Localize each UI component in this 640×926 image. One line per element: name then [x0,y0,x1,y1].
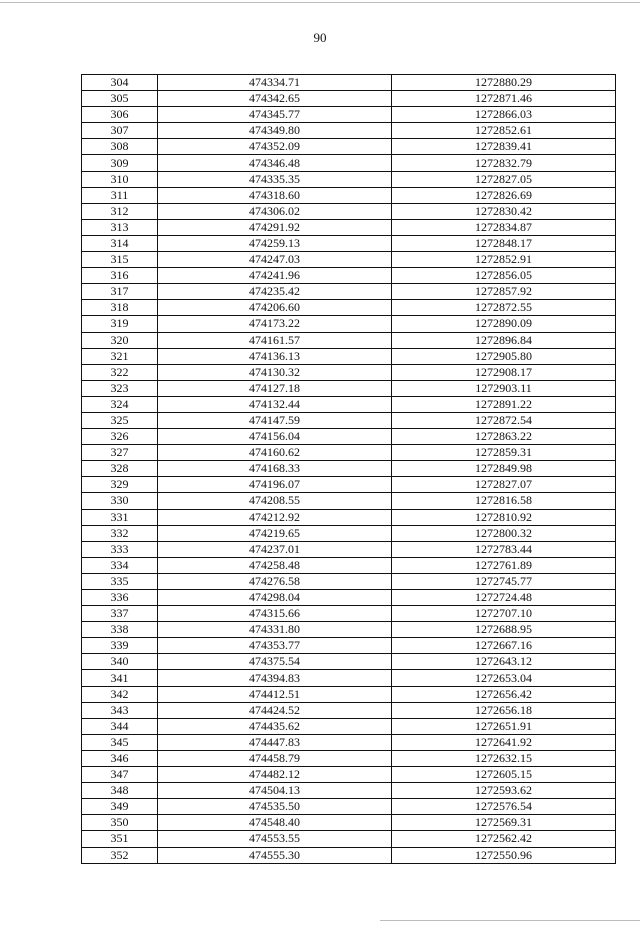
point-number-cell: 320 [82,332,158,348]
coordinate-table-body [82,75,616,864]
table-row [82,783,616,799]
y-coordinate-cell: 1272832.79 [392,155,616,171]
table-row [82,767,616,783]
point-number-cell: 319 [82,316,158,332]
table-row [82,139,616,155]
page-number: 90 [313,30,327,45]
table-row [82,316,616,332]
point-number-cell: 350 [82,815,158,831]
point-number-cell: 324 [82,396,158,412]
table-row [82,380,616,396]
table-row [82,799,616,815]
y-coordinate-cell: 1272872.55 [392,300,616,316]
table-row [82,171,616,187]
y-coordinate-cell: 1272880.29 [392,75,616,91]
x-coordinate-cell: 474482.12 [158,767,392,783]
y-coordinate-cell: 1272816.58 [392,493,616,509]
y-coordinate-cell: 1272745.77 [392,573,616,589]
table-row [82,396,616,412]
x-coordinate-cell: 474548.40 [158,815,392,831]
table-row [82,638,616,654]
x-coordinate-cell: 474212.92 [158,509,392,525]
table-row [82,557,616,573]
y-coordinate-cell: 1272834.87 [392,219,616,235]
y-coordinate-cell: 1272905.80 [392,348,616,364]
table-row [82,541,616,557]
x-coordinate-cell: 474241.96 [158,268,392,284]
x-coordinate-cell: 474315.66 [158,606,392,622]
y-coordinate-cell: 1272810.92 [392,509,616,525]
point-number-cell: 335 [82,573,158,589]
x-coordinate-cell: 474335.35 [158,171,392,187]
point-number-cell: 326 [82,429,158,445]
x-coordinate-cell: 474276.58 [158,573,392,589]
point-number-cell: 315 [82,252,158,268]
point-number-cell: 331 [82,509,158,525]
y-coordinate-cell: 1272688.95 [392,622,616,638]
table-row [82,622,616,638]
y-coordinate-cell: 1272849.98 [392,461,616,477]
y-coordinate-cell: 1272800.32 [392,525,616,541]
y-coordinate-cell: 1272826.69 [392,187,616,203]
point-number-cell: 321 [82,348,158,364]
x-coordinate-cell: 474173.22 [158,316,392,332]
x-coordinate-cell: 474208.55 [158,493,392,509]
table-row [82,831,616,847]
point-number-cell: 336 [82,590,158,606]
table-row [82,606,616,622]
y-coordinate-cell: 1272632.15 [392,750,616,766]
y-coordinate-cell: 1272651.91 [392,718,616,734]
x-coordinate-cell: 474458.79 [158,750,392,766]
x-coordinate-cell: 474196.07 [158,477,392,493]
table-row [82,203,616,219]
x-coordinate-cell: 474160.62 [158,445,392,461]
x-coordinate-cell: 474331.80 [158,622,392,638]
y-coordinate-cell: 1272827.05 [392,171,616,187]
x-coordinate-cell: 474346.48 [158,155,392,171]
x-coordinate-cell: 474349.80 [158,123,392,139]
y-coordinate-cell: 1272656.18 [392,702,616,718]
x-coordinate-cell: 474219.65 [158,525,392,541]
table-row [82,429,616,445]
y-coordinate-cell: 1272569.31 [392,815,616,831]
point-number-cell: 345 [82,734,158,750]
table-row [82,268,616,284]
table-row [82,364,616,380]
x-coordinate-cell: 474424.52 [158,702,392,718]
table-row [82,252,616,268]
table-row [82,187,616,203]
point-number-cell: 343 [82,702,158,718]
y-coordinate-cell: 1272593.62 [392,783,616,799]
point-number-cell: 330 [82,493,158,509]
y-coordinate-cell: 1272576.54 [392,799,616,815]
x-coordinate-cell: 474342.65 [158,91,392,107]
x-coordinate-cell: 474247.03 [158,252,392,268]
y-coordinate-cell: 1272562.42 [392,831,616,847]
table-row [82,734,616,750]
x-coordinate-cell: 474352.09 [158,139,392,155]
x-coordinate-cell: 474318.60 [158,187,392,203]
x-coordinate-cell: 474291.92 [158,219,392,235]
y-coordinate-cell: 1272761.89 [392,557,616,573]
point-number-cell: 340 [82,654,158,670]
x-coordinate-cell: 474353.77 [158,638,392,654]
point-number-cell: 318 [82,300,158,316]
y-coordinate-cell: 1272857.92 [392,284,616,300]
point-number-cell: 341 [82,670,158,686]
y-coordinate-cell: 1272641.92 [392,734,616,750]
table-row [82,123,616,139]
x-coordinate-cell: 474132.44 [158,396,392,412]
point-number-cell: 313 [82,219,158,235]
y-coordinate-cell: 1272550.96 [392,847,616,863]
x-coordinate-cell: 474156.04 [158,429,392,445]
point-number-cell: 351 [82,831,158,847]
y-coordinate-cell: 1272707.10 [392,606,616,622]
y-coordinate-cell: 1272890.09 [392,316,616,332]
y-coordinate-cell: 1272848.17 [392,235,616,251]
point-number-cell: 327 [82,445,158,461]
y-coordinate-cell: 1272783.44 [392,541,616,557]
table-row [82,718,616,734]
point-number-cell: 317 [82,284,158,300]
point-number-cell: 310 [82,171,158,187]
x-coordinate-cell: 474206.60 [158,300,392,316]
point-number-cell: 346 [82,750,158,766]
point-number-cell: 329 [82,477,158,493]
point-number-cell: 349 [82,799,158,815]
point-number-cell: 314 [82,235,158,251]
coordinate-table [81,74,616,864]
x-coordinate-cell: 474447.83 [158,734,392,750]
x-coordinate-cell: 474334.71 [158,75,392,91]
y-coordinate-cell: 1272863.22 [392,429,616,445]
table-row [82,477,616,493]
table-row [82,300,616,316]
x-coordinate-cell: 474130.32 [158,364,392,380]
y-coordinate-cell: 1272827.07 [392,477,616,493]
x-coordinate-cell: 474147.59 [158,412,392,428]
table-row [82,155,616,171]
x-coordinate-cell: 474394.83 [158,670,392,686]
x-coordinate-cell: 474412.51 [158,686,392,702]
table-row [82,219,616,235]
point-number-cell: 322 [82,364,158,380]
table-row [82,235,616,251]
table-row [82,348,616,364]
x-coordinate-cell: 474161.57 [158,332,392,348]
x-coordinate-cell: 474555.30 [158,847,392,863]
y-coordinate-cell: 1272872.54 [392,412,616,428]
x-coordinate-cell: 474504.13 [158,783,392,799]
point-number-cell: 304 [82,75,158,91]
table-row [82,493,616,509]
point-number-cell: 316 [82,268,158,284]
table-row [82,573,616,589]
y-coordinate-cell: 1272653.04 [392,670,616,686]
y-coordinate-cell: 1272908.17 [392,364,616,380]
x-coordinate-cell: 474306.02 [158,203,392,219]
x-coordinate-cell: 474168.33 [158,461,392,477]
y-coordinate-cell: 1272871.46 [392,91,616,107]
table-row [82,702,616,718]
x-coordinate-cell: 474259.13 [158,235,392,251]
point-number-cell: 328 [82,461,158,477]
point-number-cell: 342 [82,686,158,702]
y-coordinate-cell: 1272724.48 [392,590,616,606]
point-number-cell: 339 [82,638,158,654]
x-coordinate-cell: 474258.48 [158,557,392,573]
table-row [82,670,616,686]
point-number-cell: 352 [82,847,158,863]
y-coordinate-cell: 1272866.03 [392,107,616,123]
x-coordinate-cell: 474127.18 [158,380,392,396]
y-coordinate-cell: 1272852.91 [392,252,616,268]
table-row [82,686,616,702]
point-number-cell: 306 [82,107,158,123]
point-number-cell: 333 [82,541,158,557]
x-coordinate-cell: 474235.42 [158,284,392,300]
point-number-cell: 347 [82,767,158,783]
y-coordinate-cell: 1272859.31 [392,445,616,461]
table-row [82,590,616,606]
table-row [82,107,616,123]
table-row [82,654,616,670]
x-coordinate-cell: 474237.01 [158,541,392,557]
top-edge-line [0,2,640,3]
y-coordinate-cell: 1272856.05 [392,268,616,284]
table-row [82,509,616,525]
point-number-cell: 334 [82,557,158,573]
point-number-cell: 337 [82,606,158,622]
y-coordinate-cell: 1272896.84 [392,332,616,348]
y-coordinate-cell: 1272667.16 [392,638,616,654]
table-row [82,332,616,348]
point-number-cell: 305 [82,91,158,107]
table-row [82,847,616,863]
table-row [82,75,616,91]
table-row [82,412,616,428]
x-coordinate-cell: 474375.54 [158,654,392,670]
y-coordinate-cell: 1272830.42 [392,203,616,219]
y-coordinate-cell: 1272852.61 [392,123,616,139]
x-coordinate-cell: 474136.13 [158,348,392,364]
y-coordinate-cell: 1272656.42 [392,686,616,702]
point-number-cell: 309 [82,155,158,171]
table-row [82,461,616,477]
table-row [82,284,616,300]
x-coordinate-cell: 474435.62 [158,718,392,734]
point-number-cell: 323 [82,380,158,396]
x-coordinate-cell: 474535.50 [158,799,392,815]
table-row [82,91,616,107]
y-coordinate-cell: 1272643.12 [392,654,616,670]
point-number-cell: 325 [82,412,158,428]
y-coordinate-cell: 1272903.11 [392,380,616,396]
point-number-cell: 312 [82,203,158,219]
point-number-cell: 348 [82,783,158,799]
y-coordinate-cell: 1272605.15 [392,767,616,783]
point-number-cell: 311 [82,187,158,203]
point-number-cell: 344 [82,718,158,734]
point-number-cell: 308 [82,139,158,155]
y-coordinate-cell: 1272839.41 [392,139,616,155]
point-number-cell: 332 [82,525,158,541]
x-coordinate-cell: 474298.04 [158,590,392,606]
point-number-cell: 338 [82,622,158,638]
table-row [82,815,616,831]
point-number-cell: 307 [82,123,158,139]
table-row [82,525,616,541]
bottom-edge-line [380,920,640,921]
y-coordinate-cell: 1272891.22 [392,396,616,412]
table-row [82,445,616,461]
x-coordinate-cell: 474345.77 [158,107,392,123]
x-coordinate-cell: 474553.55 [158,831,392,847]
table-row [82,750,616,766]
